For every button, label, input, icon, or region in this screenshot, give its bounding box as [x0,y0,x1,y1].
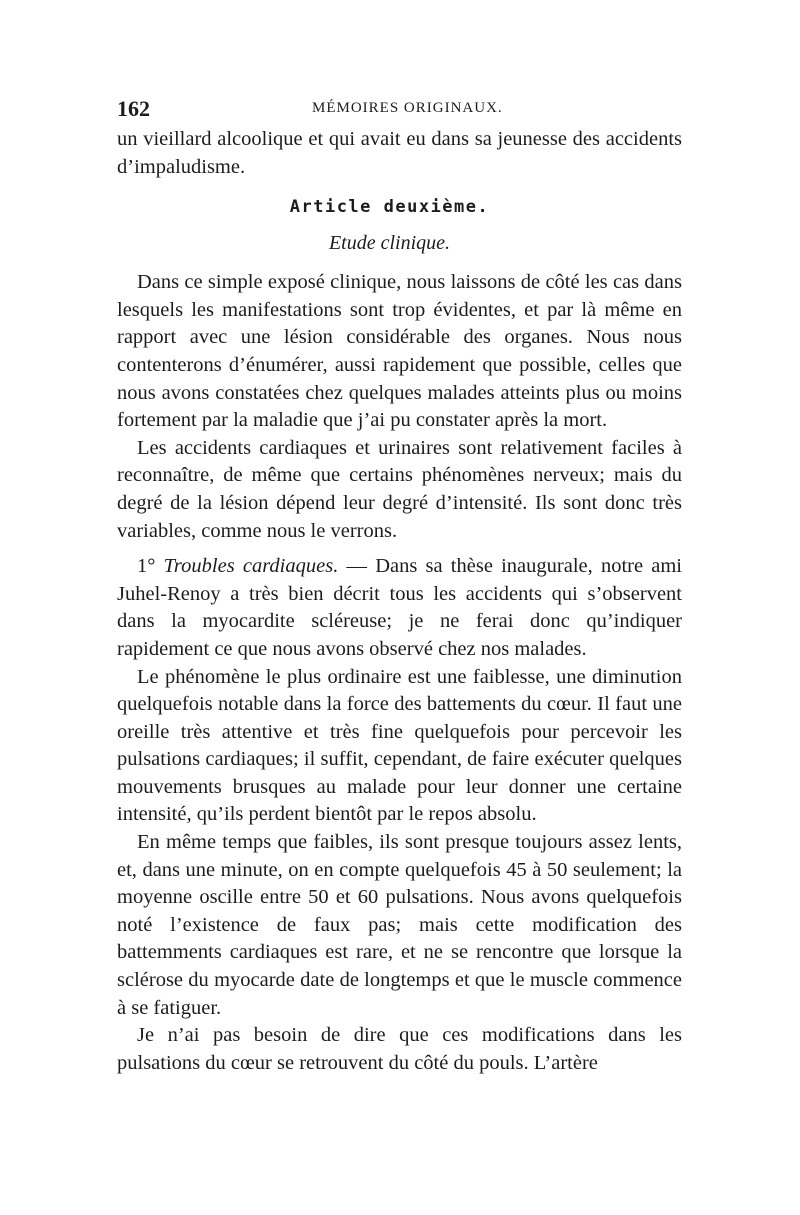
body-text [117,126,682,1077]
paragraph: Je n’ai pas besoin de dire que ces modifications dans les pulsations du cœur se retrouvent du côté du pouls. L’artère [117,1024,682,1074]
running-head: MÉMOIRES ORIGINAUX. [312,100,503,116]
page-number: 162 [117,96,150,121]
page-header [117,96,682,126]
subsection-title: Troubles cardiaques. [163,555,339,578]
section-subheading: Etude clinique. [328,232,451,255]
paragraph: Le phénomène le plus ordinaire est une faiblesse, une diminution quelquefois notable dans la force des battements du cœur. Il faut une oreille très attentive et très fine quelquefois pour percevoir les pulsations cardiaques; il suffit, cependant, de faire exécuter quelques mouvements brusques au malade pour leur donner une certaine intensité, qu’ils perdent bientôt par le repos absolu. [117,665,682,826]
paragraph-continuation: un vieillard alcoolique et qui avait eu dans sa jeunesse des accidents d’impaludisme. [117,128,682,178]
paragraph-text: — Dans sa thèse inaugurale, notre ami Juhel-Renoy a très bien décrit tous les accidents qui s’observent dans la myocardite scléreuse; je ne ferai donc qu’indiquer rapidement ce que nous avons observé chez nos malades. [117,555,682,660]
paragraph: Les accidents cardiaques et urinaires sont relativement faciles à reconnaître, de même que certains phénomènes nerveux; mais du degré de la lésion dépend leur degré d’intensité. Ils sont donc très variables, comme nous le verrons. [117,436,682,542]
paragraph: Dans ce simple exposé clinique, nous laissons de côté les cas dans lesquels les manifestations sont trop évidentes, et par là même en rapport avec une lésion considérable des organes. Nous nous contenterons d’énumérer, aussi rapidement que possible, celles que nous avons constatées chez quelques malades atteints plus ou moins fortement par la maladie que j’ai pu constater après la mort. [117,271,682,432]
list-number: 1° [137,555,156,578]
section-heading: Article deuxième. [289,197,490,218]
book-page [117,96,682,1077]
paragraph: En même temps que faibles, ils sont presque toujours assez lents, et, dans une minute, on en compte quelquefois 45 à 50 seulement; la moyenne oscille entre 50 et 60 pulsations. Nous avons quelquefois noté l’existence de faux pas; mais cette modification des battemments cardiaques est rare, et ne se rencontre que lorsque la sclérose du myocarde date de longtemps et que le muscle commence à se fatiguer. [117,831,682,1019]
paragraph-troubles-cardiaques [117,553,682,663]
